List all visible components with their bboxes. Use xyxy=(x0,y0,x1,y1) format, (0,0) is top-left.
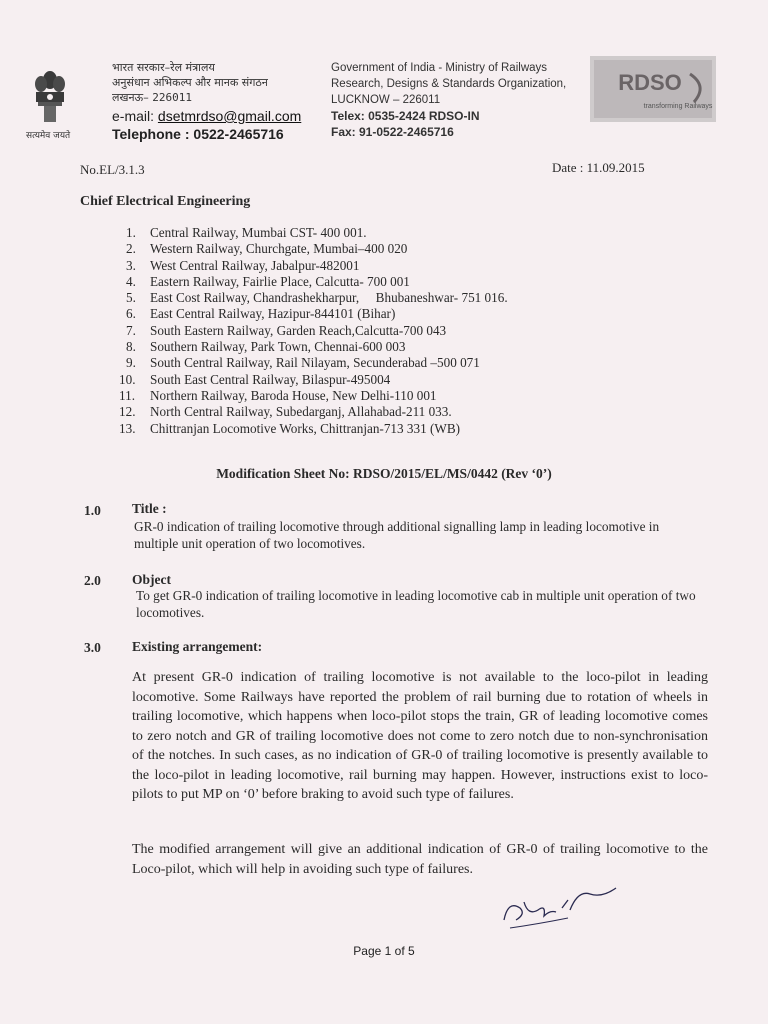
signature xyxy=(498,880,628,936)
telex: Telex: 0535-2424 RDSO-IN xyxy=(331,109,480,123)
list-item: 3. West Central Railway, Jabalpur-482001 xyxy=(126,257,360,273)
list-item: 4. Eastern Railway, Fairlie Place, Calcutta- 700 001 xyxy=(126,273,410,289)
list-item: 12. North Central Railway, Subedarganj, Allahabad-211 033. xyxy=(119,404,452,420)
section-text: To get GR-0 indication of trailing locomotive in leading locomotive cab in multiple unit operation of two locomotives. xyxy=(136,588,696,620)
railway-list xyxy=(119,225,508,437)
list-item: 8. Southern Railway, Park Town, Chennai-600 003 xyxy=(126,339,406,355)
logo-text: RDSO xyxy=(618,70,682,95)
gov-line: Research, Designs & Standards Organization, xyxy=(331,78,567,90)
section-number: 2.0 xyxy=(84,573,101,588)
paragraph: The modified arrangement will give an additional indication of GR-0 of trailing locomotive to the Loco-pilot, which will help in avoiding such type of failures. xyxy=(132,842,708,877)
list-item: 2. Western Railway, Churchgate, Mumbai–400 020 xyxy=(126,241,408,257)
contact-block xyxy=(112,107,301,143)
list-item: 9. South Central Railway, Rail Nilayam, Secunderabad –500 071 xyxy=(126,355,480,371)
emblem-caption: सत्यमेव जयते xyxy=(26,131,71,141)
section-heading: Existing arrangement: xyxy=(132,639,263,654)
modification-sheet-number: Modification Sheet No: RDSO/2015/EL/MS/0442 (Rev ‘0’) xyxy=(216,466,552,481)
gov-line: Government of India - Ministry of Railways xyxy=(331,62,548,74)
section-heading: Title : xyxy=(132,501,167,516)
section-number: 3.0 xyxy=(84,640,101,655)
fax: Fax: 91-0522-2465716 xyxy=(331,125,454,139)
logo-tagline: transforming Railways xyxy=(643,103,713,110)
list-item: 7. South Eastern Railway, Garden Reach,Calcutta-700 043 xyxy=(126,322,447,338)
hindi-line: अनुसंधान अभिकल्प और मानक संगठन xyxy=(112,76,268,89)
hindi-header xyxy=(112,60,268,105)
reference-number: No.EL/3.1.3 xyxy=(80,162,145,177)
list-item: 13. Chittranjan Locomotive Works, Chittranjan-713 331 (WB) xyxy=(119,420,461,436)
email-label: e-mail: xyxy=(112,108,155,124)
hindi-city-line xyxy=(112,90,268,105)
list-item: 6. East Central Railway, Hazipur-844101 (Bihar) xyxy=(126,306,396,322)
section-heading: Object xyxy=(132,572,171,587)
list-item: 11. Northern Railway, Baroda House, New Delhi-110 001 xyxy=(119,387,437,403)
hindi-city: लखनऊ– xyxy=(112,91,149,104)
gov-line: LUCKNOW – 226011 xyxy=(331,94,441,106)
hindi-line: भारत सरकार–रेल मंत्रालय xyxy=(112,61,215,74)
addressee: Chief Electrical Engineering xyxy=(80,194,251,209)
email-link[interactable]: dsetmrdso@gmail.com xyxy=(157,108,302,124)
page-number: Page 1 of 5 xyxy=(353,944,415,958)
gov-header xyxy=(331,60,566,140)
letter-date: Date : 11.09.2015 xyxy=(552,160,645,175)
list-item: 5. East Cost Railway, Chandrashekharpur, Bhubaneshwar- 751 016. xyxy=(126,290,508,306)
paragraph: At present GR-0 indication of trailing locomotive is not available to the loco-pilot in leading locomotive. Some Railways have reported the problem of rail burning due to rotation of wheels in trailing locomotive, which happens when loco-pilot stops the train, GR of leading locomotive comes to zero notch and GR of trailing locomotive does not come to zero notch due to non-synchronisation of the notches. In such cases, as no indication of GR-0 of trailing locomotive is presently available to the loco-pilot in leading locomotive, rail burning may happen. However, instructions exist to loco-pilots to put MP on ‘0’ before braking to avoid such type of failures. xyxy=(132,670,708,802)
section-text: GR-0 indication of trailing locomotive through additional signalling lamp in leading locomotive in multiple unit operation of two locomotives. xyxy=(134,519,660,551)
list-item: 1. Central Railway, Mumbai CST- 400 001. xyxy=(126,225,367,240)
hindi-pin: 226011 xyxy=(152,91,192,104)
email-line xyxy=(112,107,301,125)
rdso-logo xyxy=(590,56,716,122)
telephone: Telephone : 0522-2465716 xyxy=(112,126,284,142)
section-number: 1.0 xyxy=(84,503,101,518)
list-item: 10. South East Central Railway, Bilaspur-495004 xyxy=(119,371,391,387)
